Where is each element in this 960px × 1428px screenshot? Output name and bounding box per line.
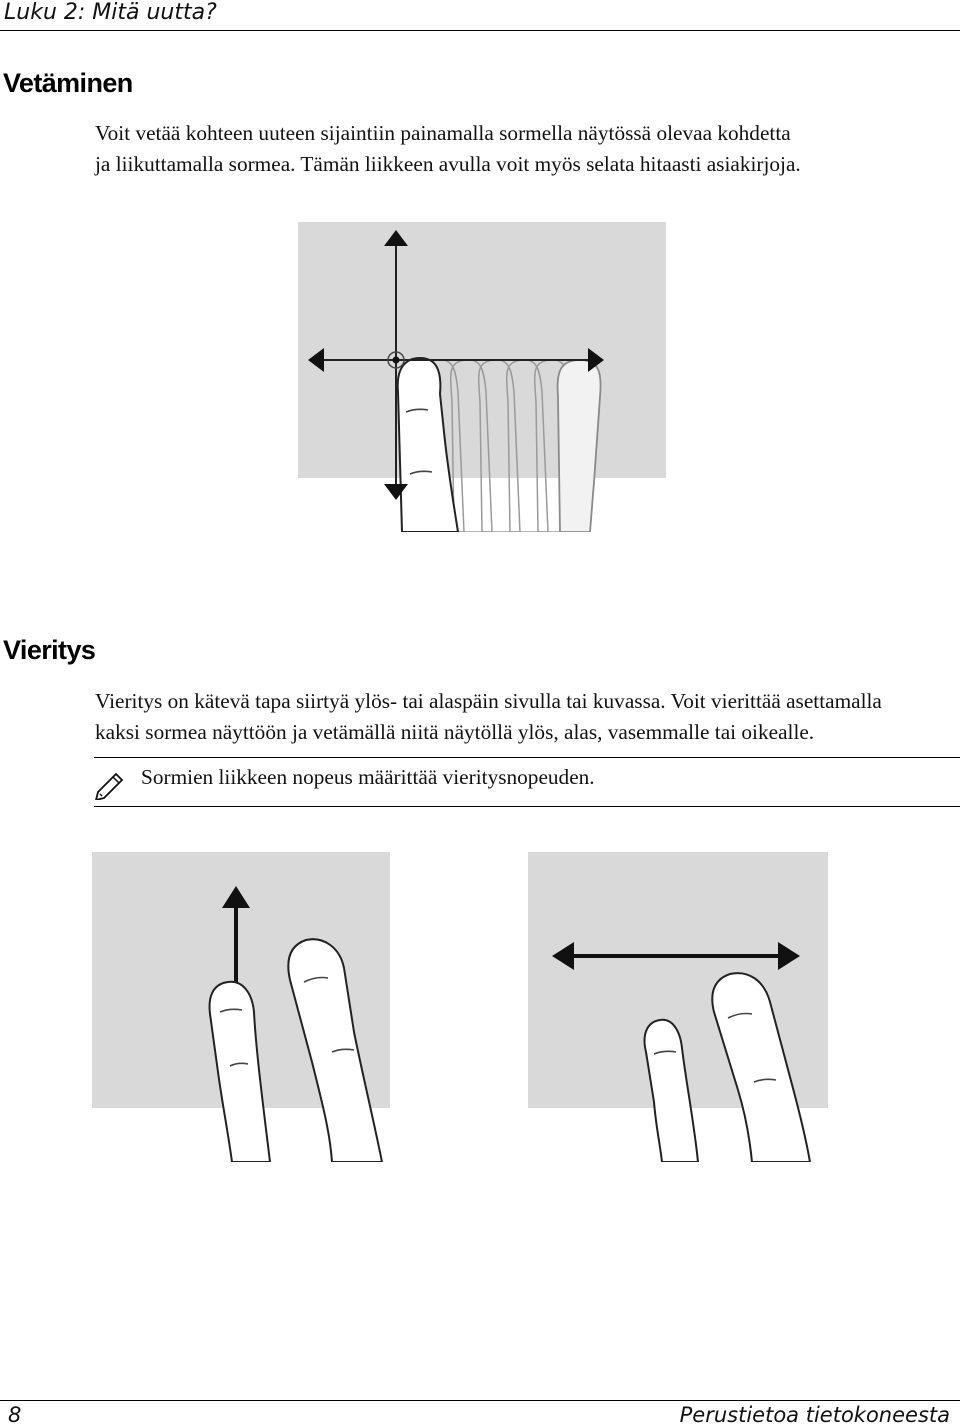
pencil-note-icon xyxy=(94,770,130,800)
drag-gesture-illustration xyxy=(298,222,668,532)
section-heading-scroll: Vieritys xyxy=(3,635,96,665)
footer-rule xyxy=(0,1400,960,1401)
section-heading-drag: Vetäminen xyxy=(3,68,133,98)
header-rule xyxy=(0,30,960,31)
drag-paragraph-line: ja liikuttamalla sormea. Tämän liikkeen avulla voit myös selata hitaasti asiakirjoja. xyxy=(95,152,801,176)
scroll-paragraph xyxy=(95,686,955,748)
footer-book-title: Perustietoa tietokoneesta xyxy=(679,1403,950,1427)
note-top-rule xyxy=(94,757,960,758)
drag-paragraph-line: Voit vetää kohteen uuteen sijaintiin painamalla sormella näytössä olevaa kohdetta xyxy=(95,121,791,145)
finger-destination xyxy=(558,360,601,532)
scroll-paragraph-line: kaksi sormea näyttöön ja vetämällä niitä näytöllä ylös, alas, vasemmalle tai oikealle. xyxy=(95,720,815,744)
horizontal-scroll-illustration xyxy=(528,852,838,1162)
running-header: Luku 2: Mitä uutta? xyxy=(4,0,217,25)
drag-paragraph xyxy=(95,118,955,180)
scroll-paragraph-line: Vieritys on kätevä tapa siirtyä ylös- tai alaspäin sivulla tai kuvassa. Voit vierittää asettamalla xyxy=(95,689,882,713)
note-bottom-rule xyxy=(94,806,960,807)
note-text: Sormien liikkeen nopeus määrittää vieritysnopeuden. xyxy=(141,765,595,789)
vertical-scroll-illustration xyxy=(92,852,402,1162)
touchpad-surface xyxy=(298,222,666,478)
page-number: 8 xyxy=(8,1403,22,1427)
